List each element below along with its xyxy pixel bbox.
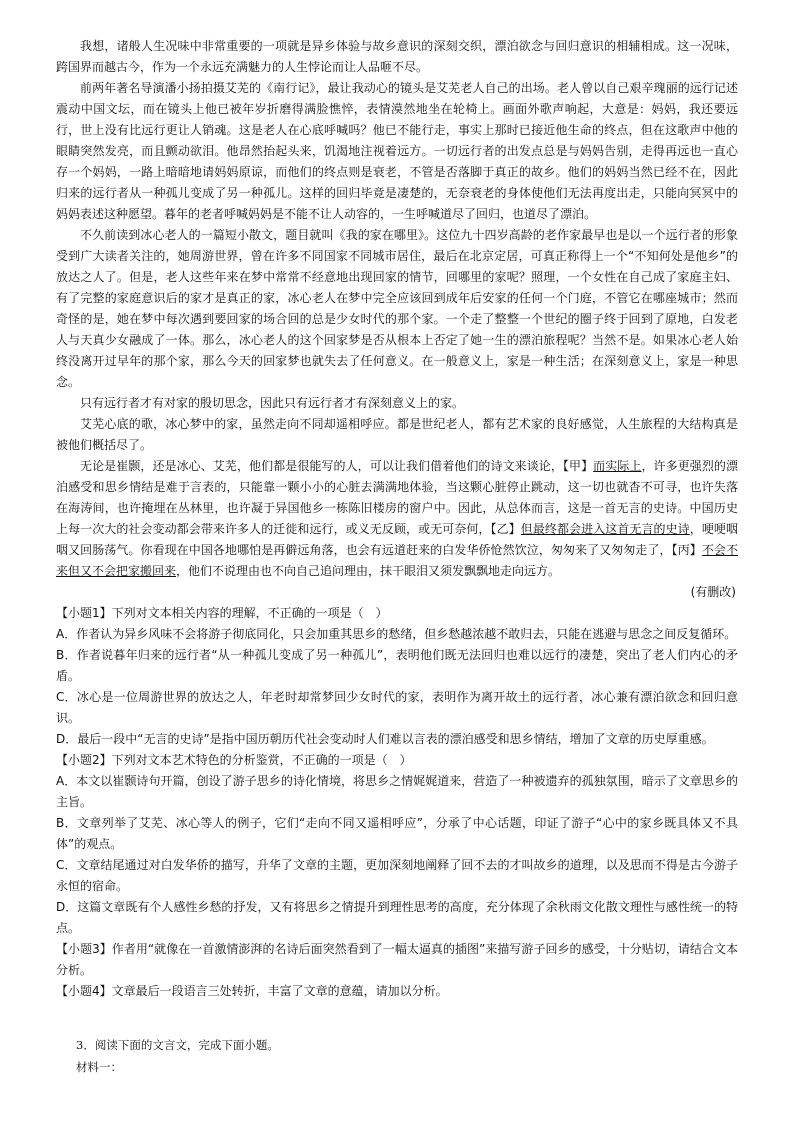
question-2-stem: 【小题2】下列对文本艺术特色的分析鉴赏，不正确的一项是（ ） xyxy=(56,753,412,767)
question-4: 【小题4】文章最后一段语言三处转折，丰富了文章的意蕴，请加以分析。 xyxy=(56,984,448,998)
underline-yi: 但最终都会进入这首无言的史诗 xyxy=(520,522,690,536)
question-2-option-c: C．文章结尾通过对白发华侨的描写，升华了文章的主题，更加深刻地阐释了回不去的才叫故乡的道理，以及思而不得是古今游子永恒的宿命。 xyxy=(56,858,738,893)
paragraph-6-part-a: 无论是崔颢，还是冰心、艾芜，他们都是很能写的人，可以让我们借着他们的诗文来谈论，【甲】 xyxy=(80,459,594,473)
question-1-option-d: D．最后一段中“无言的史诗”是指中国历朝历代社会变动时人们难以言表的漂泊感受和思乡情结，增加了文章的历史厚重感。 xyxy=(56,732,714,746)
paragraph-6-part-c: ，哽哽咽咽又回肠荡气。你看现在中国各地哪怕是再僻远角落，也会有远道赶来的白发华侨怆然饮泣，匆匆来了又匆匆走了，【丙】 xyxy=(56,522,738,557)
article-paragraph-6 xyxy=(56,456,738,582)
question-2-option-b: B．文章列举了艾芜、冰心等人的例子，它们“走向不同又遥相呼应”，分承了中心话题，印证了游子“心中的家乡既具体又不具体”的观点。 xyxy=(56,816,738,851)
question-1-option-a: A．作者认为异乡风味不会将游子彻底同化，只会加重其思乡的愁绪，但乡愁越浓越不敢归去，只能在逃避与思念之间反复循环。 xyxy=(56,627,737,641)
article-paragraph-4: 只有远行者才有对家的殷切思念，因此只有远行者才有深刻意义上的家。 xyxy=(80,396,465,410)
question-1-stem: 【小题1】下列对文本相关内容的理解，不正确的一项是（ ） xyxy=(56,606,388,620)
article-paragraph-2: 前两年著名导演潘小扬拍摄艾芜的《南行记》，最让我动心的镜头是艾芜老人自己的出场。老人曾以自己艰辛瑰丽的远行记述震动中国文坛，而在镜头上他已被年岁折磨得满脸憔悴，表情漠然地坐在轮椅上。画面外歌声响起，大意是：妈妈，我还要远行，世上没有比远行更让人销魂。这是老人在心底呼喊吗？他已不能行走，事实上那时已接近他生命的终点，但在这歌声中他的眼睛突然发亮，而且颤动欲泪。他昂然抬起头来，饥渴地注视着远方。一切远行者的出发点总是与妈妈告别，走得再远也一直心存一个妈妈，一路上暗暗地请妈妈原谅，而他们的终点则是衰老，不管是否落脚于真正的故乡。他们的妈妈当然已经不在，因此归来的远行者从一种孤儿变成了另一种孤儿。这样的回归毕竟是凄楚的，无奈衰老的身体使他们无法再度出走，只能向冥冥中的妈妈表述这种愿望。暮年的老者呼喊妈妈是不能不让人动容的，一生呼喊道尽了回归，也道尽了漂泊。 xyxy=(56,81,738,221)
underline-bing: 不会不来但又不会把家搬回来 xyxy=(56,543,738,578)
question-2-option-d: D．这篇文章既有个人感性乡愁的抒发，又有将思乡之情提升到理性思考的高度，充分体现了余秋雨文化散文理性与感性统一的特点。 xyxy=(56,900,738,935)
underline-jia: 而实际上 xyxy=(593,459,642,473)
next-section xyxy=(76,1034,726,1078)
material-one-label: 材料一： xyxy=(76,1060,122,1074)
question-1-option-b: B．作者说暮年归来的远行者“从一种孤儿变成了另一种孤儿”，表明他们既无法回归也难以远行的凄楚，突出了老人们内心的矛盾。 xyxy=(56,648,738,683)
section-3-heading: 3．阅读下面的文言文，完成下面小题。 xyxy=(76,1038,279,1052)
document-body xyxy=(56,36,738,1002)
abridged-note: (有删改) xyxy=(690,585,736,599)
paragraph-6-part-b: ，许多更强烈的漂泊感受和思乡情结是难于言表的，只能靠一颗小小的心脏去满满地体验，当这颗心脏停止跳动，这一切也就杳不可寻，也许失落在海涛间，也许掩埋在丛林里，也许凝于异国他乡一栋陈旧楼房的窗户中。因此，从总体而言，这是一首无言的史诗。中国历史上每一次大的社会变动都会带来许多人的迁徙和远行，或义无反顾，或无可奈何，【乙】 xyxy=(56,459,738,536)
question-1-option-c: C．冰心是一位周游世界的放达之人，年老时却常梦回少女时代的家，表明作为离开故土的远行者，冰心兼有漂泊欲念和回归意识。 xyxy=(56,690,738,725)
question-3: 【小题3】作者用“就像在一首激情澎湃的名诗后面突然看到了一幅太逼真的插图”来描写游子回乡的感受，十分贴切，请结合文本分析。 xyxy=(56,942,738,977)
paragraph-6-part-d: ，他们不说理由也不向自己追问理由，抹干眼泪又须发飘飘地走向远方。 xyxy=(176,564,561,578)
article-paragraph-5: 艾芜心底的歌，冰心梦中的家，虽然走向不同却遥相呼应。都是世纪老人，都有艺术家的良好感觉，人生旅程的大结构真是被他们概括尽了。 xyxy=(56,417,738,452)
article-paragraph-3: 不久前读到冰心老人的一篇短小散文，题目就叫《我的家在哪里》。这位九十四岁高龄的老作家最早也是以一个远行者的形象受到广大读者关注的，她周游世界，曾在许多不同国家不同城市居住，最后在北京定居，可真正称得上一个“不知何处是他乡”的放达之人了。但是，老人这些年来在梦中常常不经意地出现回家的情节，回哪里的家呢？照理，一个女性在自己成了家庭主妇、有了完整的家庭意识后的家才是真正的家，冰心老人在梦中完全应该回到成年后安家的任何一个门庭，不管它在哪座城市；然而奇怪的是，她在梦中每次遇到要回家的场合回的总是少女时代的那个家。一个走了整整一个世纪的圈子终于回到了原地，白发老人与天真少女融成了一体。那么，冰心老人的这个回家梦是否从根本上否定了她一生的漂泊旅程呢？当然不是。如果冰心老人始终没离开过早年的那个家，那么今天的回家梦也就失去了任何意义。在一般意义上，家是一种生活；在深刻意义上，家是一种思念。 xyxy=(56,228,738,389)
article-paragraph-1: 我想，诸般人生况味中非常重要的一项就是异乡体验与故乡意识的深刻交织，漂泊欲念与回归意识的相辅相成。这一况味，跨国界而越古今，作为一个永远充满魅力的人生悖论而让人品咂不尽。 xyxy=(56,39,738,74)
question-2-option-a: A．本文以崔颢诗句开篇，创设了游子思乡的诗化情境，将思乡之情娓娓道来，营造了一种被遗弃的孤独氛围，暗示了文章思乡的主旨。 xyxy=(56,774,738,809)
